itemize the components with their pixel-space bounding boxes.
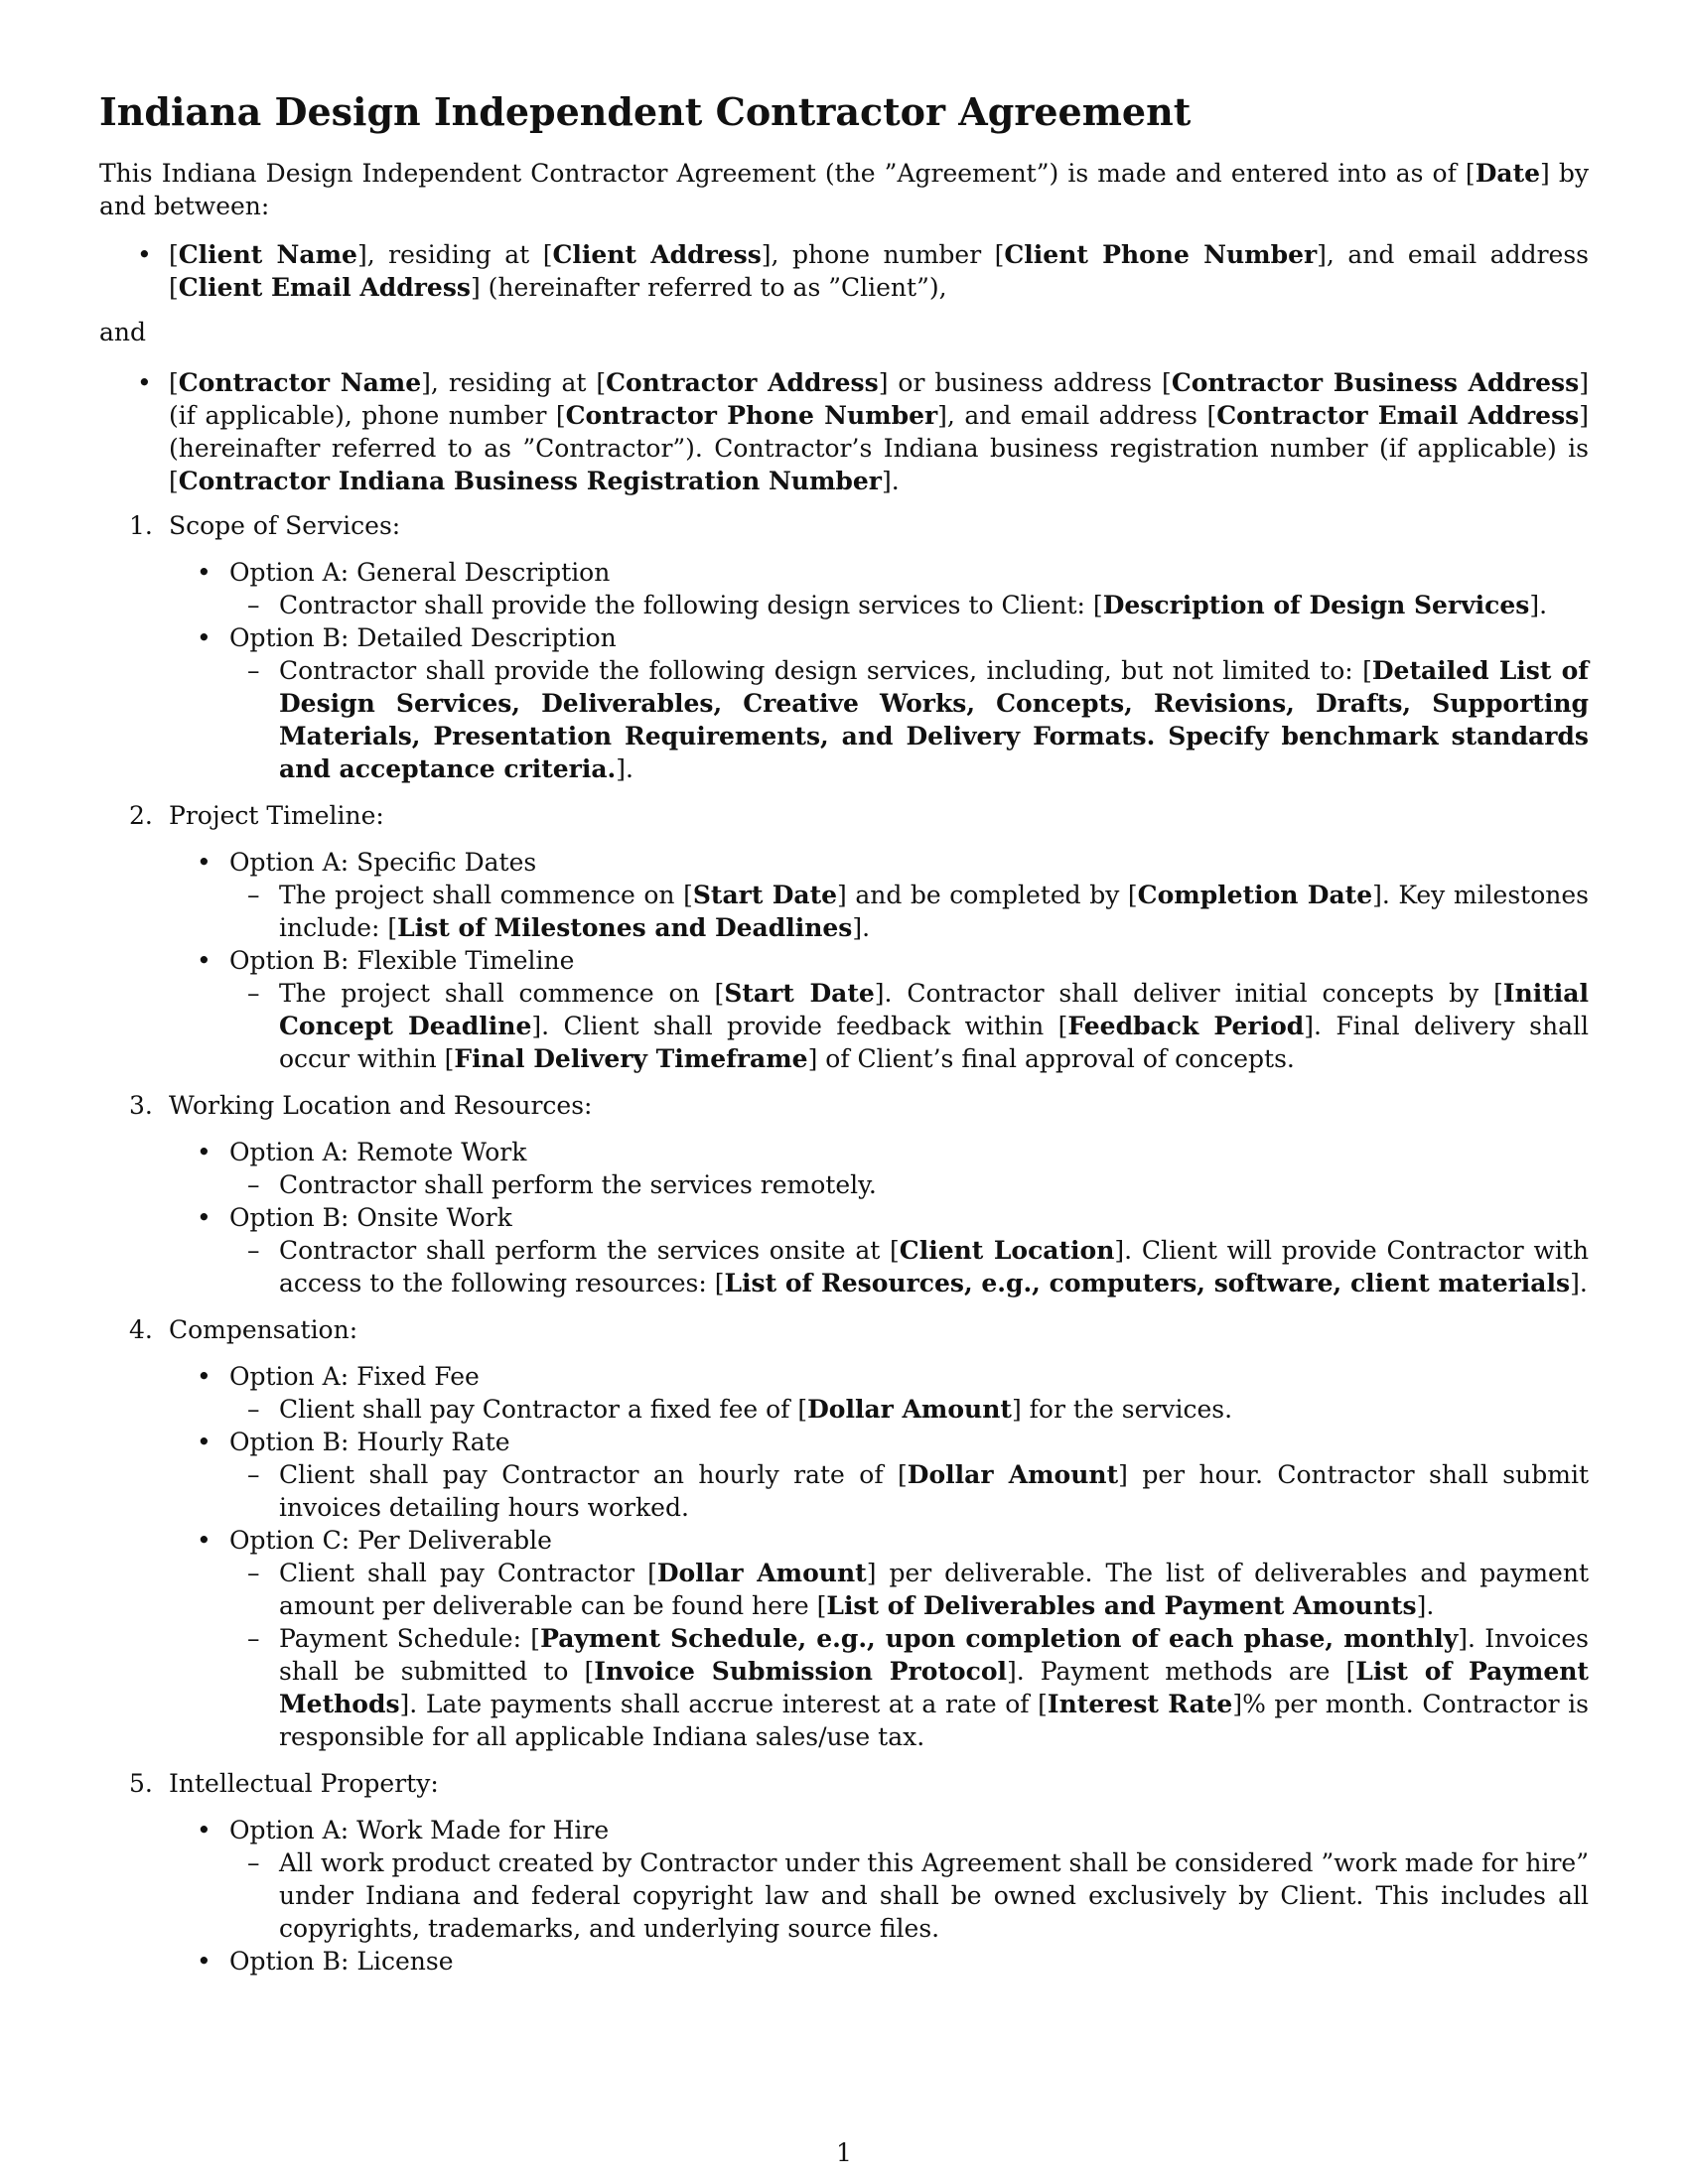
section-working-location [99,1089,1589,1299]
detail-text: ] per hour. Contractor shall submit invoices detailing hours worked. [279,1460,1589,1522]
option-details [229,1458,1589,1524]
placeholder-field: Feedback Period [1067,1012,1305,1040]
option-detail [279,1393,1589,1426]
option-details [229,1234,1589,1299]
option-label: Option A: Work Made for Hire [229,1816,610,1844]
and-connector: and [99,318,147,346]
detail-text: Payment Schedule: [ [279,1624,541,1653]
placeholder-field: Dollar Amount [807,1395,1012,1424]
detail-text: ]. [1570,1269,1588,1297]
party-text: ] (if applicable), phone number [ [169,368,1589,430]
placeholder-field: Completion Date [1137,881,1373,909]
section-title: Scope of Services: [169,511,401,540]
detail-text: ]. Client shall provide feedback within [ [531,1012,1068,1040]
party-text: ], phone number [ [761,240,1005,269]
option-item [99,1136,1589,1201]
intro-text: ] by and between: [99,159,1590,220]
options-list [99,556,1589,785]
placeholder-field: Dollar Amount [907,1460,1119,1489]
section-heading [99,1767,1589,1800]
placeholder-contractor-email: Contractor Email Address [1216,401,1580,430]
section-number: 2. [129,801,153,830]
placeholder-client-phone: Client Phone Number [1004,240,1318,269]
placeholder-contractor-registration: Contractor Indiana Business Registration Number [178,467,882,495]
option-label: Option A: Fixed Fee [229,1362,480,1391]
section-heading [99,799,1589,832]
option-item [99,1524,1589,1753]
section-project-timeline [99,799,1589,1075]
party-text: [ [169,240,179,269]
option-details [229,1393,1589,1426]
party-text: ], residing at [ [356,240,553,269]
option-item [99,944,1589,1075]
option-detail [279,1168,1589,1201]
detail-text: ]. [1529,591,1548,619]
option-detail [279,1622,1589,1753]
option-label: Option B: License [229,1947,454,1976]
option-detail [279,1458,1589,1524]
option-label: Option A: Specific Dates [229,848,537,877]
detail-text: ]. Contractor shall deliver initial concepts by [ [874,979,1503,1008]
placeholder-field: Detailed List of Design Services, Deliverables, Creative Works, Concepts, Revisions, Drafts, Supporting Materials, Presentation Requirements, and Delivery Formats. Specify benchmark standards and acceptance criteria. [279,656,1589,783]
placeholder-contractor-business-address: Contractor Business Address [1171,368,1580,397]
option-item [99,1814,1589,1945]
option-detail [279,1557,1589,1622]
intro-text: This Indiana Design Independent Contractor Agreement (the ”Agreement”) is made and entered into as of [ [99,159,1476,188]
detail-text: Contractor shall provide the following design services to Client: [ [279,591,1103,619]
detail-text: ]. Final delivery shall occur within [ [279,1012,1589,1073]
option-item [99,1360,1589,1426]
placeholder-field: Initial Concept Deadline [279,979,1589,1040]
option-details [229,977,1589,1075]
party-text: ], and email address [ [169,240,1590,302]
option-detail [279,589,1589,621]
placeholder-field: Client Location [899,1236,1115,1265]
section-intellectual-property [99,1767,1589,1978]
party-text: ], and email address [ [937,401,1217,430]
option-item [99,1945,1589,1978]
option-detail [279,654,1589,785]
detail-text: The project shall commence on [ [279,881,693,909]
placeholder-field: Invoice Submission Protocol [594,1657,1008,1686]
detail-text: ] of Client’s final approval of concepts. [807,1044,1295,1073]
option-details [229,589,1589,621]
party-text: [ [169,368,179,397]
detail-text: Contractor shall provide the following design services, including, but not limited to: [ [279,656,1372,685]
option-item [99,1426,1589,1524]
detail-text: ] and be completed by [ [837,881,1138,909]
option-label: Option C: Per Deliverable [229,1526,552,1555]
section-heading [99,1313,1589,1346]
placeholder-field: Dollar Amount [656,1559,867,1587]
document-title: Indiana Design Independent Contractor Agreement [99,89,1192,134]
section-number: 4. [129,1315,153,1344]
option-item [99,846,1589,944]
section-number: 5. [129,1769,153,1798]
placeholder-field: Payment Schedule, e.g., upon completion of each phase, monthly [540,1624,1459,1653]
option-detail [279,977,1589,1075]
detail-text: Contractor shall perform the services remotely. [279,1170,877,1199]
option-details [229,1846,1589,1945]
party-text: ], residing at [ [421,368,607,397]
placeholder-field: Final Delivery Timeframe [454,1044,808,1073]
option-label: Option A: General Description [229,558,611,587]
placeholder-contractor-name: Contractor Name [178,368,422,397]
client-party-item [99,238,1589,304]
option-detail [279,879,1589,944]
section-heading [99,509,1589,542]
detail-text: Client shall pay Contractor [ [279,1559,657,1587]
section-title: Intellectual Property: [169,1769,439,1798]
section-scope-of-services [99,509,1589,785]
client-party-list [99,238,1589,304]
placeholder-field: List of Deliverables and Payment Amounts [826,1591,1417,1620]
option-label: Option B: Detailed Description [229,623,617,652]
intro-paragraph [99,157,1589,222]
option-details [229,879,1589,944]
option-label: Option B: Flexible Timeline [229,946,575,975]
detail-text: ]. Late payments shall accrue interest at a rate of [ [399,1690,1048,1718]
placeholder-field: List of Milestones and Deadlines [397,913,853,942]
options-list [99,1136,1589,1299]
option-detail [279,1234,1589,1299]
placeholder-field: Interest Rate [1047,1690,1233,1718]
detail-text: ]. Invoices shall be submitted to [ [279,1624,1590,1686]
sections-list [99,509,1589,1978]
placeholder-field: Description of Design Services [1102,591,1530,619]
option-label: Option B: Hourly Rate [229,1428,510,1456]
option-detail [279,1846,1589,1945]
section-title: Compensation: [169,1315,358,1344]
option-details [229,1557,1589,1753]
section-number: 1. [129,511,153,540]
detail-text: ]. Key milestones include: [ [279,881,1590,942]
placeholder-client-address: Client Address [552,240,762,269]
placeholder-field: Start Date [724,979,875,1008]
options-list [99,846,1589,1075]
detail-text: The project shall commence on [ [279,979,725,1008]
option-item [99,1201,1589,1299]
detail-text: ]. [1416,1591,1435,1620]
detail-text: Client shall pay Contractor an hourly rate of [ [279,1460,908,1489]
detail-text: ]. [616,754,633,783]
section-number: 3. [129,1091,153,1120]
placeholder-field: Start Date [692,881,838,909]
section-compensation [99,1313,1589,1753]
options-list [99,1360,1589,1753]
detail-text: Contractor shall perform the services onsite at [ [279,1236,900,1265]
page-number: 1 [836,2138,852,2167]
party-text: ]. [881,467,900,495]
section-title: Project Timeline: [169,801,384,830]
placeholder-client-name: Client Name [178,240,357,269]
detail-text: All work product created by Contractor under this Agreement shall be considered ”work made for hire” under Indiana and federal copyright law and shall be owned exclusively by Client. This includes all copyrights, trademarks, and underlying source files. [279,1848,1589,1943]
contractor-party-list [99,366,1589,497]
detail-text: ]. Payment methods are [ [1007,1657,1356,1686]
placeholder-date: Date [1475,159,1541,188]
detail-text: ]. Client will provide Contractor with access to the following resources: [ [279,1236,1589,1297]
option-details [229,654,1589,785]
option-item [99,621,1589,785]
party-text: ] (hereinafter referred to as ”Contractor”). Contractor’s Indiana business registration number (if applicable) is [ [169,401,1589,495]
document-body [99,89,1589,1991]
placeholder-contractor-address: Contractor Address [606,368,879,397]
placeholder-client-email: Client Email Address [178,273,471,302]
party-text: ] or business address [ [878,368,1172,397]
detail-text: ] for the services. [1011,1395,1233,1424]
section-heading [99,1089,1589,1122]
placeholder-contractor-phone: Contractor Phone Number [565,401,938,430]
options-list [99,1814,1589,1978]
section-title: Working Location and Resources: [169,1091,593,1120]
detail-text: ]. [852,913,871,942]
detail-text: Client shall pay Contractor a fixed fee of [ [279,1395,808,1424]
placeholder-field: List of Resources, e.g., computers, software, client materials [724,1269,1571,1297]
party-text: ] (hereinafter referred to as ”Client”), [470,273,947,302]
option-details [229,1168,1589,1201]
detail-text: ] per deliverable. The list of deliverables and payment amount per deliverable can be found here [ [279,1559,1589,1620]
placeholder-field: List of Payment Methods [279,1657,1589,1718]
contractor-party-item [99,366,1589,497]
option-label: Option B: Onsite Work [229,1203,512,1232]
option-label: Option A: Remote Work [229,1138,527,1166]
detail-text: ]% per month. Contractor is responsible for all applicable Indiana sales/use tax. [279,1690,1590,1751]
option-item [99,556,1589,621]
